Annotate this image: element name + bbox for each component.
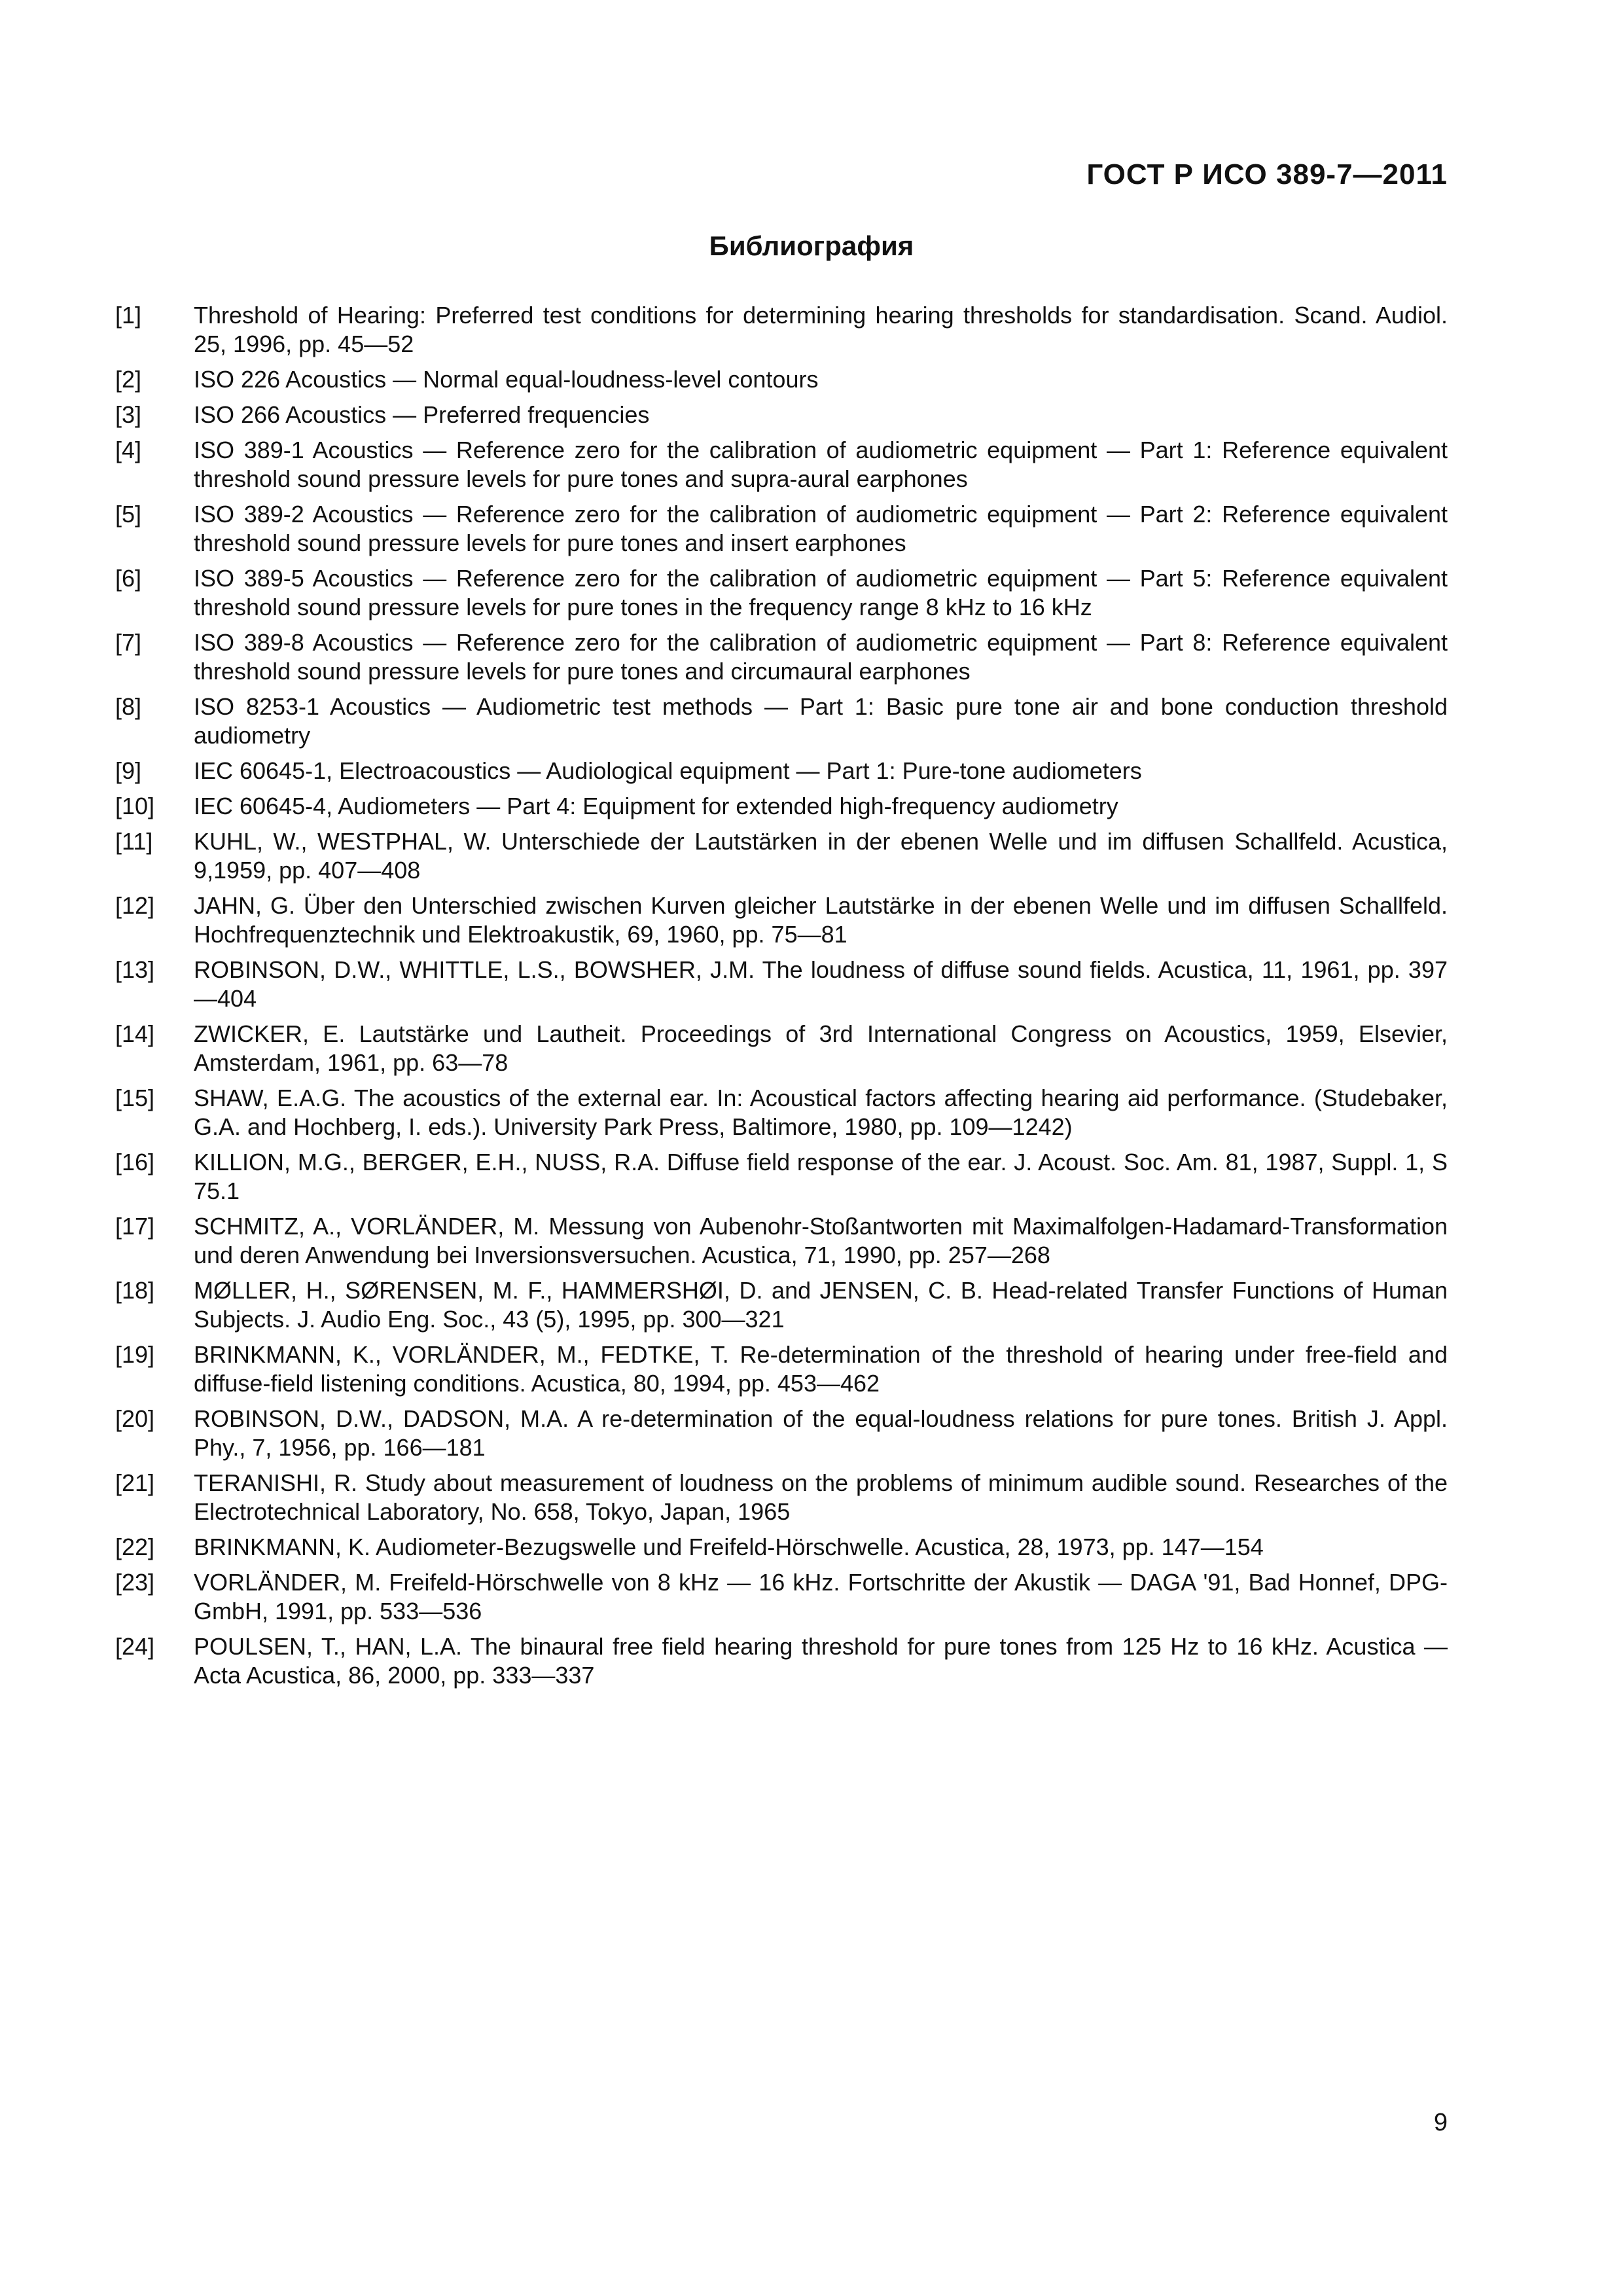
bibliography-item: [115, 1084, 1448, 1141]
reference-number: [10]: [115, 793, 155, 819]
bibliography-item: [115, 564, 1448, 622]
reference-number: [22]: [115, 1534, 155, 1560]
bibliography-item: [115, 628, 1448, 686]
reference-text: SCHMITZ, A., VORLÄNDER, M. Messung von Aubenohr-Stoßantworten mit Maximalfolgen-Hadamard-Transformation und deren Anwendung bei Inversionsversuchen. Acustica, 71, 1990, pp. 257—268: [194, 1213, 1448, 1268]
reference-number: [14]: [115, 1020, 155, 1047]
reference-text: IEC 60645-1, Electroacoustics — Audiological equipment — Part 1: Pure-tone audiometers: [194, 757, 1142, 784]
reference-text: KILLION, M.G., BERGER, E.H., NUSS, R.A. Diffuse field response of the ear. J. Acoust. Soc. Am. 81, 1987, Suppl. 1, S 75.1: [194, 1149, 1448, 1204]
reference-text: ROBINSON, D.W., DADSON, M.A. A re-determination of the equal-loudness relations for pure tones. British J. Appl. Phy., 7, 1956, pp. 166—181: [194, 1405, 1448, 1461]
reference-number: [12]: [115, 892, 155, 919]
reference-number: [13]: [115, 956, 155, 983]
reference-number: [7]: [115, 629, 142, 656]
bibliography-list: [115, 301, 1448, 1696]
bibliography-item: [115, 436, 1448, 493]
reference-number: [2]: [115, 366, 142, 393]
reference-text: ROBINSON, D.W., WHITTLE, L.S., BOWSHER, J.M. The loudness of diffuse sound fields. Acustica, 11, 1961, pp. 397—404: [194, 956, 1448, 1012]
bibliography-item: [115, 1340, 1448, 1398]
reference-number: [5]: [115, 501, 142, 528]
reference-text: VORLÄNDER, M. Freifeld-Hörschwelle von 8 kHz — 16 kHz. Fortschritte der Akustik — DAGA '91, Bad Honnef, DPG-GmbH, 1991, pp. 533—536: [194, 1569, 1448, 1624]
reference-text: IEC 60645-4, Audiometers — Part 4: Equipment for extended high-frequency audiometry: [194, 793, 1118, 819]
bibliography-item: [115, 1276, 1448, 1334]
reference-number: [15]: [115, 1085, 155, 1111]
bibliography-item: [115, 1568, 1448, 1626]
section-title: Библиография: [709, 230, 914, 261]
bibliography-item: [115, 891, 1448, 949]
reference-text: ISO 266 Acoustics — Preferred frequencies: [194, 401, 650, 428]
document-code-header: ГОСТ Р ИСО 389-7—2011: [1086, 158, 1448, 190]
reference-text: SHAW, E.A.G. The acoustics of the external ear. In: Acoustical factors affecting hearing aid performance. (Studebaker, G.A. and Hochberg, I. eds.). University Park Press, Baltimore, 1980, pp. 109—1242): [194, 1085, 1448, 1140]
bibliography-item: [115, 792, 1448, 821]
bibliography-item: [115, 1020, 1448, 1077]
reference-text: ZWICKER, E. Lautstärke und Lautheit. Proceedings of 3rd International Congress on Acoustics, 1959, Elsevier, Amsterdam, 1961, pp. 63—78: [194, 1020, 1448, 1076]
reference-text: ISO 389-1 Acoustics — Reference zero for the calibration of audiometric equipment — Part 1: Reference equivalent threshold sound pressure levels for pure tones and supra-aural earphones: [194, 437, 1448, 492]
page-number: 9: [1433, 2109, 1448, 2136]
reference-number: [21]: [115, 1469, 155, 1496]
reference-number: [17]: [115, 1213, 155, 1240]
reference-number: [18]: [115, 1277, 155, 1304]
bibliography-item: [115, 757, 1448, 785]
bibliography-item: [115, 692, 1448, 750]
bibliography-item: [115, 365, 1448, 394]
bibliography-item: [115, 1405, 1448, 1462]
reference-number: [3]: [115, 401, 142, 428]
reference-number: [4]: [115, 437, 142, 463]
bibliography-item: [115, 827, 1448, 885]
reference-text: POULSEN, T., HAN, L.A. The binaural free field hearing threshold for pure tones from 125 Hz to 16 kHz. Acustica — Acta Acustica, 86, 2000, pp. 333—337: [194, 1633, 1448, 1689]
reference-number: [16]: [115, 1149, 155, 1175]
reference-text: KUHL, W., WESTPHAL, W. Unterschiede der Lautstärken in der ebenen Welle und im diffusen Schallfeld. Acustica, 9,1959, pp. 407—408: [194, 828, 1448, 884]
reference-text: ISO 389-5 Acoustics — Reference zero for the calibration of audiometric equipment — Part 5: Reference equivalent threshold sound pressure levels for pure tones in the frequency range 8 kHz to 16 kHz: [194, 565, 1448, 620]
reference-text: BRINKMANN, K., VORLÄNDER, M., FEDTKE, T. Re-determination of the threshold of hearing under free-field and diffuse-field listening conditions. Acustica, 80, 1994, pp. 453—462: [194, 1341, 1448, 1397]
reference-number: [6]: [115, 565, 142, 592]
bibliography-item: [115, 500, 1448, 558]
reference-number: [23]: [115, 1569, 155, 1596]
bibliography-item: [115, 1148, 1448, 1206]
reference-number: [20]: [115, 1405, 155, 1432]
reference-text: BRINKMANN, K. Audiometer-Bezugswelle und Freifeld-Hörschwelle. Acustica, 28, 1973, pp. 147—154: [194, 1534, 1264, 1560]
reference-number: [11]: [115, 828, 153, 855]
reference-text: MØLLER, H., SØRENSEN, M. F., HAMMERSHØI, D. and JENSEN, C. B. Head-related Transfer Functions of Human Subjects. J. Audio Eng. Soc., 43 (5), 1995, pp. 300—321: [194, 1277, 1448, 1333]
reference-number: [24]: [115, 1633, 155, 1660]
reference-text: ISO 226 Acoustics — Normal equal-loudness-level contours: [194, 366, 819, 393]
reference-number: [19]: [115, 1341, 155, 1368]
bibliography-item: [115, 956, 1448, 1013]
reference-text: TERANISHI, R. Study about measurement of loudness on the problems of minimum audible sound. Researches of the Electrotechnical Laboratory, No. 658, Tokyo, Japan, 1965: [194, 1469, 1448, 1525]
reference-number: [9]: [115, 757, 142, 784]
bibliography-item: [115, 1533, 1448, 1562]
reference-text: Threshold of Hearing: Preferred test conditions for determining hearing thresholds for standardisation. Scand. Audiol. 25, 1996, pp. 45—52: [194, 302, 1448, 357]
reference-text: JAHN, G. Über den Unterschied zwischen Kurven gleicher Lautstärke in der ebenen Welle und im diffusen Schallfeld. Hochfrequenztechnik und Elektroakustik, 69, 1960, pp. 75—81: [194, 892, 1448, 948]
bibliography-item: [115, 301, 1448, 359]
reference-number: [8]: [115, 693, 142, 720]
reference-number: [1]: [115, 302, 142, 329]
bibliography-item: [115, 401, 1448, 429]
bibliography-item: [115, 1632, 1448, 1690]
reference-text: ISO 389-8 Acoustics — Reference zero for the calibration of audiometric equipment — Part 8: Reference equivalent threshold sound pressure levels for pure tones and circumaural earphones: [194, 629, 1448, 685]
reference-text: ISO 389-2 Acoustics — Reference zero for the calibration of audiometric equipment — Part 2: Reference equivalent threshold sound pressure levels for pure tones and insert earphones: [194, 501, 1448, 556]
reference-text: ISO 8253-1 Acoustics — Audiometric test methods — Part 1: Basic pure tone air and bone conduction threshold audiometry: [194, 693, 1448, 749]
bibliography-item: [115, 1212, 1448, 1270]
bibliography-item: [115, 1469, 1448, 1526]
